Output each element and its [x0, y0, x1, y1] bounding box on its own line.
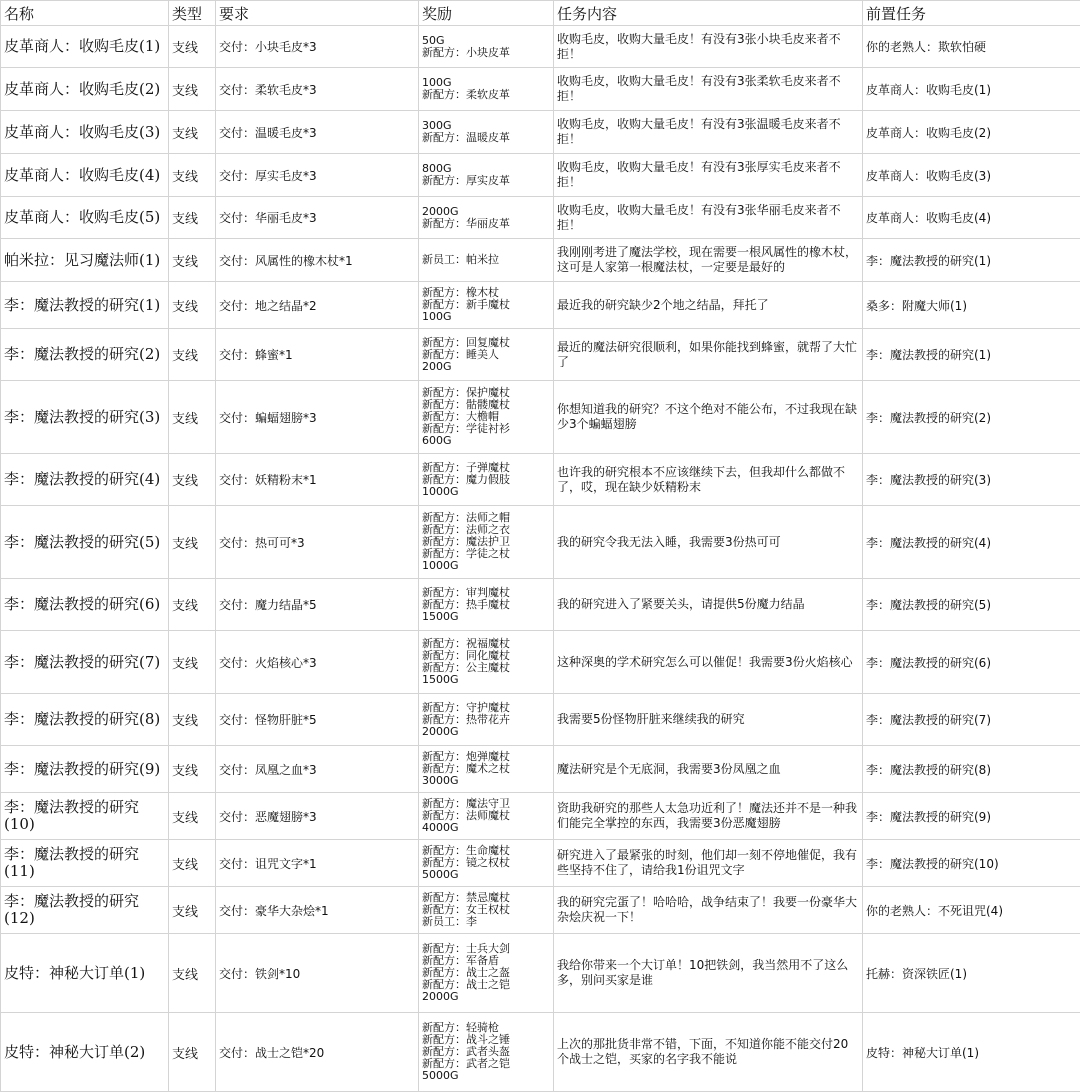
reward-item: 新配方：武者头盔	[422, 1046, 550, 1058]
quest-content: 我的研究令我无法入睡，我需要3份热可可	[554, 506, 863, 579]
table-row	[1, 239, 1080, 282]
reward-item: 新配方：热手魔杖	[422, 599, 550, 611]
reward-item: 新配方：大檐帽	[422, 411, 550, 423]
reward-item: 新配方：骷髅魔杖	[422, 399, 550, 411]
reward-item: 新配方：魔术之杖	[422, 763, 550, 775]
quest-content: 收购毛皮，收购大量毛皮！有没有3张柔软毛皮来者不拒！	[554, 68, 863, 111]
reward-item: 200G	[422, 361, 550, 373]
reward-item: 1000G	[422, 486, 550, 498]
quest-prerequisite: 李：魔法教授的研究(9)	[863, 793, 1080, 840]
quest-content: 我的研究完蛋了！哈哈哈，战争结束了！我要一份豪华大杂烩庆祝一下！	[554, 887, 863, 934]
reward-item: 新配方：守护魔杖	[422, 702, 550, 714]
reward-item: 新配方：魔法守卫	[422, 798, 550, 810]
quest-name: 李：魔法教授的研究(2)	[1, 329, 169, 381]
quest-reward	[419, 282, 554, 329]
quest-content: 收购毛皮，收购大量毛皮！有没有3张小块毛皮来者不拒！	[554, 26, 863, 68]
quest-reward	[419, 26, 554, 68]
quest-reward	[419, 454, 554, 506]
quest-requirement: 交付：凤凰之血*3	[216, 746, 419, 793]
table-row	[1, 68, 1080, 111]
reward-item: 100G	[422, 311, 550, 323]
quest-name: 皮特：神秘大订单(2)	[1, 1013, 169, 1092]
quest-requirement: 交付：豪华大杂烩*1	[216, 887, 419, 934]
quest-content: 收购毛皮，收购大量毛皮！有没有3张华丽毛皮来者不拒！	[554, 197, 863, 239]
quest-requirement: 交付：温暖毛皮*3	[216, 111, 419, 154]
reward-item: 新员工：帕米拉	[422, 254, 550, 266]
quest-content: 资助我研究的那些人太急功近利了！魔法还并不是一种我们能完全掌控的东西，我需要3份恶魔翅膀	[554, 793, 863, 840]
table-row	[1, 111, 1080, 154]
reward-item: 2000G	[422, 991, 550, 1003]
reward-item: 新配方：战士之铠	[422, 979, 550, 991]
quest-reward	[419, 694, 554, 746]
quest-content: 你想知道我的研究？不这个绝对不能公布，不过我现在缺少3个蝙蝠翅膀	[554, 381, 863, 454]
quest-prerequisite: 李：魔法教授的研究(6)	[863, 631, 1080, 694]
quest-reward	[419, 746, 554, 793]
table-row	[1, 154, 1080, 197]
reward-item: 新配方：回复魔杖	[422, 337, 550, 349]
quest-type: 支线	[169, 631, 216, 694]
quest-type: 支线	[169, 26, 216, 68]
quest-reward	[419, 111, 554, 154]
quest-name: 皮革商人：收购毛皮(1)	[1, 26, 169, 68]
quest-requirement: 交付：妖精粉末*1	[216, 454, 419, 506]
reward-item: 新配方：禁忌魔杖	[422, 892, 550, 904]
header-type: 类型	[169, 1, 216, 26]
reward-item: 新配方：生命魔杖	[422, 845, 550, 857]
quest-content: 我的研究进入了紧要关头，请提供5份魔力结晶	[554, 579, 863, 631]
quest-type: 支线	[169, 506, 216, 579]
table-row	[1, 579, 1080, 631]
quest-reward	[419, 506, 554, 579]
quest-type: 支线	[169, 329, 216, 381]
table-row	[1, 934, 1080, 1013]
reward-item: 新配方：法师之衣	[422, 524, 550, 536]
table-row	[1, 1013, 1080, 1092]
quest-name: 皮革商人：收购毛皮(3)	[1, 111, 169, 154]
quest-requirement: 交付：地之结晶*2	[216, 282, 419, 329]
quest-type: 支线	[169, 840, 216, 887]
quest-content: 收购毛皮，收购大量毛皮！有没有3张厚实毛皮来者不拒！	[554, 154, 863, 197]
quest-name: 李：魔法教授的研究(3)	[1, 381, 169, 454]
quest-name: 李：魔法教授的研究(12)	[1, 887, 169, 934]
table-row	[1, 840, 1080, 887]
reward-item: 新配方：子弹魔杖	[422, 462, 550, 474]
header-row	[1, 1, 1080, 26]
quest-prerequisite: 你的老熟人：欺软怕硬	[863, 26, 1080, 68]
reward-item: 新配方：法师之帽	[422, 512, 550, 524]
reward-item: 新配方：魔力假肢	[422, 474, 550, 486]
reward-item: 新配方：战士之盔	[422, 967, 550, 979]
header-requirement: 要求	[216, 1, 419, 26]
quest-name: 李：魔法教授的研究(5)	[1, 506, 169, 579]
quest-content: 最近我的研究缺少2个地之结晶，拜托了	[554, 282, 863, 329]
reward-item: 新配方：学徒衬衫	[422, 423, 550, 435]
reward-item: 3000G	[422, 775, 550, 787]
table-row	[1, 793, 1080, 840]
quest-requirement: 交付：诅咒文字*1	[216, 840, 419, 887]
quest-reward	[419, 840, 554, 887]
table-row	[1, 694, 1080, 746]
quest-name: 李：魔法教授的研究(6)	[1, 579, 169, 631]
table-row	[1, 197, 1080, 239]
quest-type: 支线	[169, 68, 216, 111]
reward-item: 新配方：魔法护卫	[422, 536, 550, 548]
quest-type: 支线	[169, 111, 216, 154]
quest-content: 我需要5份怪物肝脏来继续我的研究	[554, 694, 863, 746]
quest-type: 支线	[169, 197, 216, 239]
reward-item: 新配方：温暖皮革	[422, 132, 550, 144]
quest-requirement: 交付：热可可*3	[216, 506, 419, 579]
quest-prerequisite: 李：魔法教授的研究(2)	[863, 381, 1080, 454]
reward-item: 5000G	[422, 1070, 550, 1082]
table-row	[1, 506, 1080, 579]
reward-item: 4000G	[422, 822, 550, 834]
reward-item: 新配方：橡木杖	[422, 287, 550, 299]
reward-item: 1500G	[422, 674, 550, 686]
quest-type: 支线	[169, 694, 216, 746]
reward-item: 新配方：轻骑枪	[422, 1022, 550, 1034]
quest-type: 支线	[169, 579, 216, 631]
quest-prerequisite: 李：魔法教授的研究(10)	[863, 840, 1080, 887]
quest-name: 皮革商人：收购毛皮(4)	[1, 154, 169, 197]
quest-prerequisite: 李：魔法教授的研究(3)	[863, 454, 1080, 506]
quest-reward	[419, 68, 554, 111]
quest-reward	[419, 329, 554, 381]
quest-requirement: 交付：火焰核心*3	[216, 631, 419, 694]
quest-type: 支线	[169, 793, 216, 840]
quest-content: 最近的魔法研究很顺利，如果你能找到蜂蜜，就帮了大忙了	[554, 329, 863, 381]
quest-content: 上次的那批货非常不错，下面，不知道你能不能交付20个战士之铠，买家的名字我不能说	[554, 1013, 863, 1092]
quest-name: 李：魔法教授的研究(7)	[1, 631, 169, 694]
quest-type: 支线	[169, 282, 216, 329]
table-row	[1, 631, 1080, 694]
quest-requirement: 交付：小块毛皮*3	[216, 26, 419, 68]
quest-requirement: 交付：风属性的橡木杖*1	[216, 239, 419, 282]
quest-prerequisite: 李：魔法教授的研究(1)	[863, 329, 1080, 381]
reward-item: 新配方：学徒之杖	[422, 548, 550, 560]
quest-requirement: 交付：蜂蜜*1	[216, 329, 419, 381]
quest-reward	[419, 154, 554, 197]
table-row	[1, 26, 1080, 68]
header-reward: 奖励	[419, 1, 554, 26]
quest-prerequisite: 皮革商人：收购毛皮(1)	[863, 68, 1080, 111]
quest-prerequisite: 皮革商人：收购毛皮(4)	[863, 197, 1080, 239]
quest-requirement: 交付：怪物肝脏*5	[216, 694, 419, 746]
header-content: 任务内容	[554, 1, 863, 26]
quest-reward	[419, 887, 554, 934]
quest-reward	[419, 934, 554, 1013]
table-row	[1, 329, 1080, 381]
quest-content: 也许我的研究根本不应该继续下去，但我却什么都做不了，哎，现在缺少妖精粉末	[554, 454, 863, 506]
reward-item: 新配方：睡美人	[422, 349, 550, 361]
reward-item: 2000G	[422, 206, 550, 218]
quest-requirement: 交付：魔力结晶*5	[216, 579, 419, 631]
quest-name: 李：魔法教授的研究(9)	[1, 746, 169, 793]
reward-item: 新配方：热带花卉	[422, 714, 550, 726]
quest-type: 支线	[169, 1013, 216, 1092]
quest-reward	[419, 631, 554, 694]
quest-type: 支线	[169, 934, 216, 1013]
quest-requirement: 交付：铁剑*10	[216, 934, 419, 1013]
reward-item: 800G	[422, 163, 550, 175]
quest-type: 支线	[169, 746, 216, 793]
header-name: 名称	[1, 1, 169, 26]
quest-type: 支线	[169, 239, 216, 282]
table-body	[1, 26, 1080, 1092]
quest-prerequisite: 托赫：资深铁匠(1)	[863, 934, 1080, 1013]
quest-reward	[419, 381, 554, 454]
quest-requirement: 交付：蝙蝠翅膀*3	[216, 381, 419, 454]
quest-reward	[419, 197, 554, 239]
quest-content: 我给你带来一个大订单！10把铁剑，我当然用不了这么多，别问买家是谁	[554, 934, 863, 1013]
quest-requirement: 交付：厚实毛皮*3	[216, 154, 419, 197]
reward-item: 100G	[422, 77, 550, 89]
quest-content: 研究进入了最紧张的时刻，他们却一刻不停地催促，我有些坚持不住了，请给我1份诅咒文字	[554, 840, 863, 887]
quest-content: 收购毛皮，收购大量毛皮！有没有3张温暖毛皮来者不拒！	[554, 111, 863, 154]
quest-name: 李：魔法教授的研究(4)	[1, 454, 169, 506]
quest-name: 李：魔法教授的研究(8)	[1, 694, 169, 746]
reward-item: 新配方：厚实皮革	[422, 175, 550, 187]
quest-requirement: 交付：战士之铠*20	[216, 1013, 419, 1092]
quest-name: 皮革商人：收购毛皮(2)	[1, 68, 169, 111]
quest-prerequisite: 李：魔法教授的研究(4)	[863, 506, 1080, 579]
reward-item: 新配方：小块皮革	[422, 47, 550, 59]
reward-item: 5000G	[422, 869, 550, 881]
reward-item: 300G	[422, 120, 550, 132]
table-row	[1, 746, 1080, 793]
quest-prerequisite: 李：魔法教授的研究(1)	[863, 239, 1080, 282]
quest-name: 皮特：神秘大订单(1)	[1, 934, 169, 1013]
table-row	[1, 381, 1080, 454]
table-row	[1, 282, 1080, 329]
quest-reward	[419, 579, 554, 631]
reward-item: 新配方：军备盾	[422, 955, 550, 967]
quest-requirement: 交付：恶魔翅膀*3	[216, 793, 419, 840]
reward-item: 新配方：武者之铠	[422, 1058, 550, 1070]
quest-name: 李：魔法教授的研究(10)	[1, 793, 169, 840]
quest-prerequisite: 李：魔法教授的研究(5)	[863, 579, 1080, 631]
quest-prerequisite: 皮特：神秘大订单(1)	[863, 1013, 1080, 1092]
reward-item: 新配方：法师魔杖	[422, 810, 550, 822]
reward-item: 新配方：同化魔杖	[422, 650, 550, 662]
table-row	[1, 454, 1080, 506]
quest-name: 李：魔法教授的研究(1)	[1, 282, 169, 329]
quest-type: 支线	[169, 454, 216, 506]
reward-item: 1500G	[422, 611, 550, 623]
reward-item: 600G	[422, 435, 550, 447]
quest-prerequisite: 皮革商人：收购毛皮(2)	[863, 111, 1080, 154]
reward-item: 新配方：公主魔杖	[422, 662, 550, 674]
quest-name: 帕米拉：见习魔法师(1)	[1, 239, 169, 282]
quest-type: 支线	[169, 381, 216, 454]
reward-item: 新配方：审判魔杖	[422, 587, 550, 599]
quest-prerequisite: 李：魔法教授的研究(7)	[863, 694, 1080, 746]
header-prerequisite: 前置任务	[863, 1, 1080, 26]
quest-prerequisite: 皮革商人：收购毛皮(3)	[863, 154, 1080, 197]
reward-item: 新配方：华丽皮革	[422, 218, 550, 230]
quest-content: 我刚刚考进了魔法学校，现在需要一根风属性的橡木杖，这可是人家第一根魔法杖，一定要是最好的	[554, 239, 863, 282]
quest-prerequisite: 桑多：附魔大师(1)	[863, 282, 1080, 329]
reward-item: 新配方：柔软皮革	[422, 89, 550, 101]
reward-item: 50G	[422, 35, 550, 47]
reward-item: 新配方：战斗之锤	[422, 1034, 550, 1046]
table-row	[1, 887, 1080, 934]
quest-name: 皮革商人：收购毛皮(5)	[1, 197, 169, 239]
reward-item: 新配方：士兵大剑	[422, 943, 550, 955]
reward-item: 新配方：镜之权杖	[422, 857, 550, 869]
reward-item: 2000G	[422, 726, 550, 738]
quest-type: 支线	[169, 887, 216, 934]
reward-item: 1000G	[422, 560, 550, 572]
reward-item: 新配方：保护魔杖	[422, 387, 550, 399]
reward-item: 新配方：女王权杖	[422, 904, 550, 916]
quest-reward	[419, 239, 554, 282]
quest-requirement: 交付：柔软毛皮*3	[216, 68, 419, 111]
quest-content: 这种深奥的学术研究怎么可以催促！我需要3份火焰核心	[554, 631, 863, 694]
quest-content: 魔法研究是个无底洞，我需要3份凤凰之血	[554, 746, 863, 793]
quest-reward	[419, 1013, 554, 1092]
quest-name: 李：魔法教授的研究(11)	[1, 840, 169, 887]
reward-item: 新配方：祝福魔杖	[422, 638, 550, 650]
quest-type: 支线	[169, 154, 216, 197]
quest-prerequisite: 李：魔法教授的研究(8)	[863, 746, 1080, 793]
quest-requirement: 交付：华丽毛皮*3	[216, 197, 419, 239]
quest-reward	[419, 793, 554, 840]
reward-item: 新配方：炮弹魔杖	[422, 751, 550, 763]
quest-prerequisite: 你的老熟人：不死诅咒(4)	[863, 887, 1080, 934]
reward-item: 新员工：李	[422, 916, 550, 928]
reward-item: 新配方：新手魔杖	[422, 299, 550, 311]
